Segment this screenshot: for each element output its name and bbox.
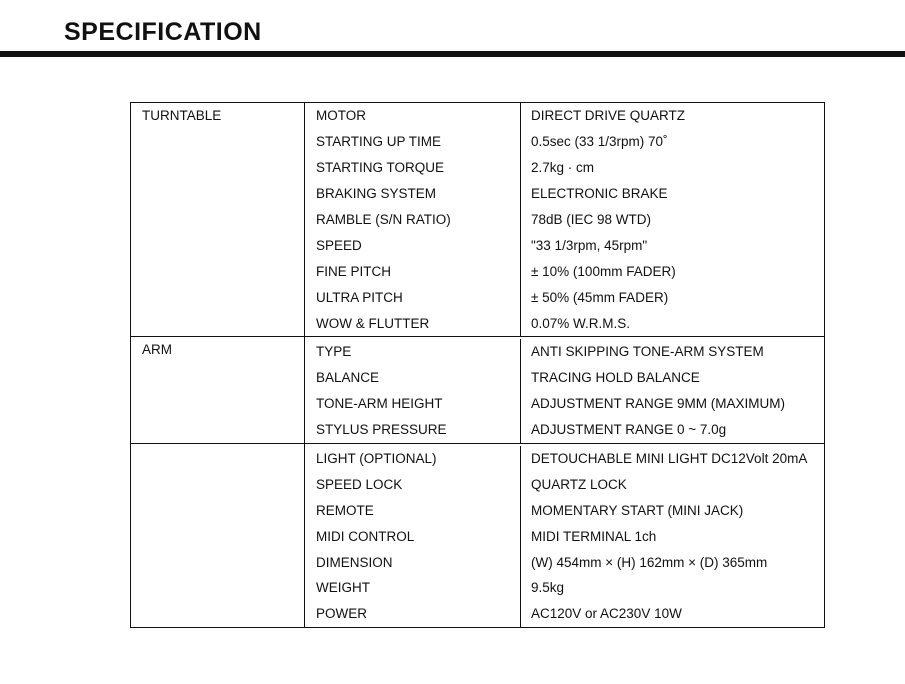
spec-value: AC120V or AC230V 10W — [531, 606, 682, 622]
spec-value: "33 1/3rpm, 45rpm" — [531, 237, 648, 253]
spec-row — [305, 129, 824, 155]
spec-item: REMOTE — [305, 497, 521, 523]
spec-item: MOTOR — [305, 103, 521, 129]
spec-rows — [305, 337, 824, 443]
spec-value: ELECTRONIC BRAKE — [531, 186, 668, 202]
page-title: SPECIFICATION — [64, 18, 262, 46]
spec-item: MIDI CONTROL — [305, 523, 521, 549]
spec-item: STARTING TORQUE — [305, 155, 521, 181]
spec-value: TRACING HOLD BALANCE — [531, 370, 700, 386]
spec-item: DIMENSION — [305, 549, 521, 575]
spec-row — [305, 284, 824, 310]
spec-row — [305, 310, 824, 336]
spec-item: LIGHT (OPTIONAL) — [305, 446, 521, 472]
spec-item: STYLUS PRESSURE — [305, 417, 521, 443]
spec-row — [305, 365, 824, 391]
spec-item: BALANCE — [305, 365, 521, 391]
spec-item: RAMBLE (S/N RATIO) — [305, 207, 521, 233]
spec-row — [305, 417, 824, 443]
spec-value: ± 10% (100mm FADER) — [531, 263, 676, 279]
spec-value: 9.5kg — [531, 580, 565, 596]
category-cell — [131, 444, 305, 627]
spec-value: ADJUSTMENT RANGE 0 ~ 7.0g — [531, 422, 727, 438]
spec-value: DETOUCHABLE MINI LIGHT DC12Volt 20mA — [531, 451, 808, 467]
spec-row — [305, 232, 824, 258]
spec-value: MIDI TERMINAL 1ch — [531, 528, 657, 544]
spec-item: BRAKING SYSTEM — [305, 181, 521, 207]
spec-table — [130, 102, 825, 628]
spec-value: 0.07% W.R.M.S. — [531, 315, 631, 331]
category-cell: TURNTABLE — [131, 103, 305, 336]
spec-row — [305, 258, 824, 284]
spec-value: DIRECT DRIVE QUARTZ — [531, 108, 686, 124]
spec-value: (W) 454mm × (H) 162mm × (D) 365mm — [531, 554, 768, 570]
spec-group-other — [131, 443, 824, 627]
spec-row — [305, 207, 824, 233]
spec-value: ± 50% (45mm FADER) — [531, 289, 669, 305]
spec-value: MOMENTARY START (MINI JACK) — [531, 502, 744, 518]
spec-item: TONE-ARM HEIGHT — [305, 391, 521, 417]
spec-row — [305, 497, 824, 523]
spec-row — [305, 601, 824, 627]
spec-item: STARTING UP TIME — [305, 129, 521, 155]
spec-row — [305, 181, 824, 207]
spec-row — [305, 337, 824, 365]
spec-item: TYPE — [305, 339, 521, 365]
spec-rows — [305, 103, 824, 336]
category-cell: ARM — [131, 337, 305, 443]
spec-item: WOW & FLUTTER — [305, 310, 521, 336]
spec-value: QUARTZ LOCK — [531, 476, 627, 492]
spec-row — [305, 444, 824, 472]
spec-row — [305, 155, 824, 181]
spec-value: 2.7kg · cm — [531, 160, 595, 176]
spec-item: POWER — [305, 601, 521, 627]
spec-group-arm — [131, 336, 824, 443]
spec-item: SPEED — [305, 232, 521, 258]
spec-value: ADJUSTMENT RANGE 9MM (MAXIMUM) — [531, 396, 786, 412]
spec-row — [305, 103, 824, 129]
spec-item: FINE PITCH — [305, 258, 521, 284]
spec-row — [305, 523, 824, 549]
spec-rows — [305, 444, 824, 627]
spec-item: WEIGHT — [305, 575, 521, 601]
spec-row — [305, 471, 824, 497]
spec-item: ULTRA PITCH — [305, 284, 521, 310]
spec-row — [305, 391, 824, 417]
spec-group-turntable — [131, 103, 824, 336]
spec-row — [305, 549, 824, 575]
title-rule — [0, 51, 905, 57]
spec-value: ANTI SKIPPING TONE-ARM SYSTEM — [531, 344, 764, 360]
spec-value: 78dB (IEC 98 WTD) — [531, 212, 652, 227]
spec-item: SPEED LOCK — [305, 471, 521, 497]
spec-value: 0.5sec (33 1/3rpm) 70˚ — [531, 134, 668, 150]
spec-row — [305, 575, 824, 601]
